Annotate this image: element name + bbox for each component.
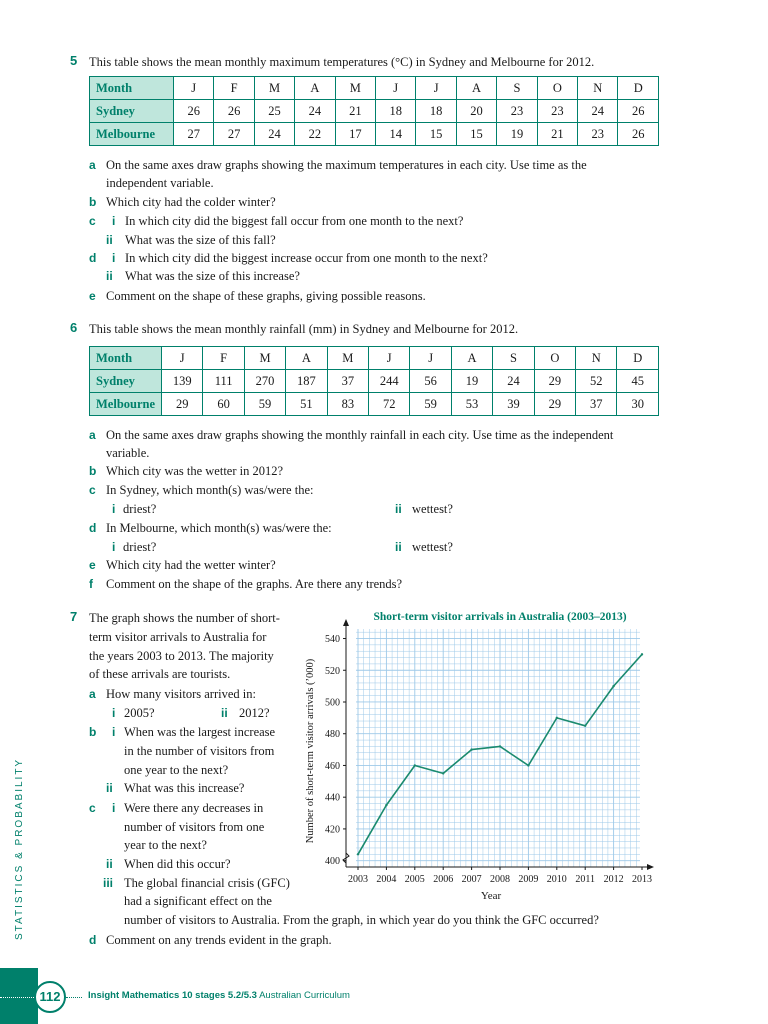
table-header-cell: N — [576, 347, 617, 370]
table-cell: 26 — [618, 100, 659, 123]
q7-part-c-i-label: i — [112, 801, 116, 815]
table-cell: 26 — [214, 100, 254, 123]
q5-part-a-label: a — [89, 158, 96, 172]
data-point — [385, 804, 387, 806]
table-cell: 22 — [295, 123, 335, 146]
footer-subtitle: Australian Curriculum — [259, 990, 350, 1001]
table-header-cell: M — [335, 77, 375, 100]
table-header-cell: Month — [90, 347, 162, 370]
table-header-row — [90, 77, 659, 100]
x-tick-label: 2010 — [546, 874, 567, 885]
q7-part-a-ii-text: 2012? — [239, 706, 270, 720]
table-row — [90, 123, 659, 146]
footer-divider — [0, 997, 34, 998]
q5-part-c-ii-label: ii — [106, 233, 113, 247]
chart-axes — [343, 619, 654, 870]
footer-book-title: Insight Mathematics 10 stages 5.2/5.3 — [88, 990, 257, 1001]
table-cell: 14 — [376, 123, 416, 146]
q6-part-d-text: In Melbourne, which month(s) was/were the: — [106, 521, 332, 535]
q5-part-c-label: c — [89, 214, 96, 228]
data-point — [641, 653, 643, 655]
q5-part-d-i-text: In which city did the biggest increase occur from one month to the next? — [125, 251, 488, 265]
x-tick-label: 2003 — [348, 874, 368, 885]
q5-temperature-table — [89, 76, 659, 146]
table-header-cell: A — [456, 77, 496, 100]
table-cell: 26 — [618, 123, 659, 146]
table-header-cell: A — [451, 347, 492, 370]
x-tick-label: 2007 — [461, 874, 482, 885]
q6-part-c-label: c — [89, 483, 96, 497]
chart-title: Short-term visitor arrivals in Australia (2003–2013) — [373, 611, 627, 623]
table-cell: 21 — [537, 123, 577, 146]
q5-intro: This table shows the mean monthly maximum temperatures (°C) in Sydney and Melbourne for 2012. — [89, 55, 595, 69]
table-cell: 23 — [537, 100, 577, 123]
q5-part-d-label: d — [89, 251, 97, 265]
q6-part-c-i-text: driest? — [123, 502, 157, 516]
table-header-cell: F — [214, 77, 254, 100]
q6-rainfall-table — [89, 346, 659, 416]
q7-part-c-iii-text-cont: had a significant effect on the — [124, 894, 272, 908]
q6-part-a-text-cont: variable. — [106, 446, 150, 460]
footer-divider — [66, 997, 82, 998]
table-row — [90, 100, 659, 123]
table-header-cell: M — [244, 347, 285, 370]
y-tick-label: 480 — [325, 729, 340, 741]
x-tick-label: 2005 — [404, 874, 425, 885]
table-cell: 39 — [493, 393, 534, 416]
q7-part-c-label: c — [89, 801, 96, 815]
q7-part-c-iii-text: The global financial crisis (GFC) — [124, 876, 290, 890]
data-point — [470, 748, 472, 750]
table-cell: 187 — [286, 370, 327, 393]
question-number-5: 5 — [70, 53, 78, 68]
table-cell: 23 — [578, 123, 618, 146]
y-tick-label: 460 — [325, 760, 340, 772]
x-tick-label: 2013 — [632, 874, 652, 885]
chart-grid — [356, 629, 640, 867]
q6-part-d-label: d — [89, 521, 97, 535]
q7-part-c-ii-label: ii — [106, 857, 113, 871]
data-point — [414, 764, 416, 766]
table-header-cell: S — [493, 347, 534, 370]
chart-y-ticks — [325, 634, 346, 867]
table-cell: 27 — [174, 123, 214, 146]
table-header-cell: D — [618, 77, 659, 100]
sidebar-section-label: STATISTICS & PROBABILITY — [14, 757, 25, 940]
q7-part-d-text: Comment on any trends evident in the graph. — [106, 933, 332, 947]
q5-part-c-i-text: In which city did the biggest fall occur from one month to the next? — [125, 214, 464, 228]
x-tick-label: 2012 — [603, 874, 624, 885]
chart-y-axis-label: Number of short-term visitor arrivals (’000) — [305, 658, 316, 844]
table-header-cell: F — [203, 347, 244, 370]
table-row-head: Melbourne — [90, 393, 162, 416]
table-cell: 45 — [617, 370, 659, 393]
q6-part-a-text: On the same axes draw graphs showing the monthly rainfall in each city. Use time as the independent — [106, 428, 614, 442]
table-header-cell: J — [410, 347, 451, 370]
table-cell: 30 — [617, 393, 659, 416]
table-header-cell: O — [537, 77, 577, 100]
q6-part-a-label: a — [89, 428, 96, 442]
y-tick-label: 420 — [325, 824, 340, 836]
table-header-cell: O — [534, 347, 575, 370]
visitor-arrivals-line-chart — [300, 605, 660, 903]
data-point — [556, 717, 558, 719]
q6-part-c-i-label: i — [112, 502, 116, 516]
data-point — [527, 764, 529, 766]
q7-part-b-i-text-cont: in the number of visitors from — [124, 744, 275, 758]
table-cell: 23 — [497, 100, 537, 123]
q5-part-d-ii-label: ii — [106, 269, 113, 283]
q5-part-d-i-label: i — [112, 251, 116, 265]
table-row — [90, 393, 659, 416]
q7-part-c-i-text-cont: number of visitors from one — [124, 820, 265, 834]
table-cell: 72 — [369, 393, 410, 416]
q7-part-c-iii-label: iii — [103, 876, 114, 890]
q5-part-b-label: b — [89, 195, 97, 209]
q6-part-e-text: Which city had the wetter winter? — [106, 558, 276, 572]
table-header-cell: M — [327, 347, 368, 370]
y-tick-label: 520 — [325, 665, 340, 677]
table-cell: 20 — [456, 100, 496, 123]
table-cell: 15 — [416, 123, 456, 146]
q6-part-c-text: In Sydney, which month(s) was/were the: — [106, 483, 314, 497]
q7-part-c-i-text: Were there any decreases in — [124, 801, 264, 815]
q7-part-b-label: b — [89, 725, 97, 739]
x-tick-label: 2008 — [490, 874, 510, 885]
q6-part-d-ii-text: wettest? — [412, 540, 453, 554]
table-cell: 270 — [244, 370, 285, 393]
q7-part-a-text: How many visitors arrived in: — [106, 687, 256, 701]
q7-part-c-i-text-cont: year to the next? — [124, 838, 207, 852]
q6-part-c-ii-text: wettest? — [412, 502, 453, 516]
x-tick-label: 2006 — [433, 874, 454, 885]
table-cell: 19 — [451, 370, 492, 393]
q7-part-a-ii-label: ii — [221, 706, 228, 720]
q6-part-f-text: Comment on the shape of the graphs. Are there any trends? — [106, 577, 403, 591]
table-row-head: Sydney — [90, 370, 162, 393]
data-point — [499, 745, 501, 747]
table-cell: 37 — [576, 393, 617, 416]
table-cell: 59 — [410, 393, 451, 416]
q7-part-a-i-label: i — [112, 706, 116, 720]
q5-part-e-text: Comment on the shape of these graphs, giving possible reasons. — [106, 289, 426, 303]
q5-part-c-i-label: i — [112, 214, 116, 228]
footer-title — [88, 990, 350, 1001]
chart-x-ticks — [348, 867, 652, 885]
q7-part-d-label: d — [89, 933, 97, 947]
table-cell: 56 — [410, 370, 451, 393]
table-header-row — [90, 347, 659, 370]
q7-part-b-i-label: i — [112, 725, 116, 739]
table-cell: 21 — [335, 100, 375, 123]
table-cell: 60 — [203, 393, 244, 416]
q6-part-c-ii-label: ii — [395, 502, 402, 516]
table-header-cell: M — [254, 77, 294, 100]
q6-intro: This table shows the mean monthly rainfall (mm) in Sydney and Melbourne for 2012. — [89, 322, 519, 336]
data-point — [584, 725, 586, 727]
table-cell: 19 — [497, 123, 537, 146]
table-cell: 18 — [416, 100, 456, 123]
q7-part-c-ii-text: When did this occur? — [124, 857, 231, 871]
data-point — [357, 853, 359, 855]
y-tick-label: 500 — [325, 697, 340, 709]
table-cell: 244 — [369, 370, 410, 393]
q6-part-d-i-label: i — [112, 540, 116, 554]
q7-part-a-i-text: 2005? — [124, 706, 155, 720]
table-header-cell: N — [578, 77, 618, 100]
table-row — [90, 370, 659, 393]
q6-part-f-label: f — [89, 577, 93, 591]
q7-part-b-i-text: When was the largest increase — [124, 725, 276, 739]
table-header-cell: J — [162, 347, 203, 370]
q6-part-b-text: Which city was the wetter in 2012? — [106, 464, 284, 478]
page-number: 112 — [34, 981, 66, 1013]
q5-part-c-ii-text: What was the size of this fall? — [125, 233, 276, 247]
table-cell: 24 — [254, 123, 294, 146]
table-cell: 52 — [576, 370, 617, 393]
x-axis-arrow — [647, 864, 654, 870]
y-axis-arrow — [343, 619, 349, 626]
q7-intro-line: term visitor arrivals to Australia for — [89, 630, 267, 644]
q5-part-a-text: On the same axes draw graphs showing the maximum temperatures in each city. Use time as the — [106, 158, 587, 172]
table-header-cell: A — [295, 77, 335, 100]
table-row-head: Melbourne — [90, 123, 174, 146]
table-cell: 17 — [335, 123, 375, 146]
q6-part-e-label: e — [89, 558, 96, 572]
q7-part-c-iii-text-cont: number of visitors to Australia. From the graph, in which year do you think the GFC occurred? — [124, 913, 599, 927]
chart-x-axis-label: Year — [480, 890, 502, 902]
table-cell: 24 — [578, 100, 618, 123]
table-cell: 26 — [174, 100, 214, 123]
table-header-cell: Month — [90, 77, 174, 100]
table-cell: 24 — [493, 370, 534, 393]
data-point — [442, 772, 444, 774]
table-cell: 59 — [244, 393, 285, 416]
table-cell: 53 — [451, 393, 492, 416]
table-header-cell: D — [617, 347, 659, 370]
table-cell: 83 — [327, 393, 368, 416]
y-tick-label: 400 — [325, 856, 340, 868]
q7-part-b-ii-text: What was this increase? — [124, 781, 245, 795]
q5-part-a-text-cont: independent variable. — [106, 176, 214, 190]
q6-part-d-ii-label: ii — [395, 540, 402, 554]
table-cell: 111 — [203, 370, 244, 393]
q7-part-b-ii-label: ii — [106, 781, 113, 795]
table-cell: 37 — [327, 370, 368, 393]
table-cell: 51 — [286, 393, 327, 416]
y-tick-label: 540 — [325, 634, 340, 646]
table-cell: 29 — [162, 393, 203, 416]
table-cell: 25 — [254, 100, 294, 123]
q6-part-b-label: b — [89, 464, 97, 478]
question-number-7: 7 — [70, 609, 78, 624]
table-header-cell: J — [369, 347, 410, 370]
footer-accent-bar — [0, 968, 38, 1024]
q5-part-d-ii-text: What was the size of this increase? — [125, 269, 300, 283]
q7-part-a-label: a — [89, 687, 96, 701]
table-header-cell: S — [497, 77, 537, 100]
table-header-cell: A — [286, 347, 327, 370]
q7-intro-line: the years 2003 to 2013. The majority — [89, 649, 274, 663]
question-number-6: 6 — [70, 320, 78, 335]
q7-part-b-i-text-cont: one year to the next? — [124, 763, 229, 777]
x-tick-label: 2004 — [376, 874, 397, 885]
table-cell: 15 — [456, 123, 496, 146]
table-cell: 29 — [534, 393, 575, 416]
q5-part-b-text: Which city had the colder winter? — [106, 195, 276, 209]
x-tick-label: 2009 — [518, 874, 539, 885]
table-header-cell: J — [376, 77, 416, 100]
y-tick-label: 440 — [325, 792, 340, 804]
q5-part-e-label: e — [89, 289, 96, 303]
q7-intro-line: The graph shows the number of short- — [89, 611, 280, 625]
table-header-cell: J — [174, 77, 214, 100]
table-cell: 29 — [534, 370, 575, 393]
q7-intro-line: of these arrivals are tourists. — [89, 667, 231, 681]
table-header-cell: J — [416, 77, 456, 100]
table-cell: 24 — [295, 100, 335, 123]
table-cell: 139 — [162, 370, 203, 393]
table-row-head: Sydney — [90, 100, 174, 123]
table-cell: 18 — [376, 100, 416, 123]
q6-part-d-i-text: driest? — [123, 540, 157, 554]
data-point — [612, 685, 614, 687]
x-tick-label: 2011 — [575, 874, 596, 885]
table-cell: 27 — [214, 123, 254, 146]
